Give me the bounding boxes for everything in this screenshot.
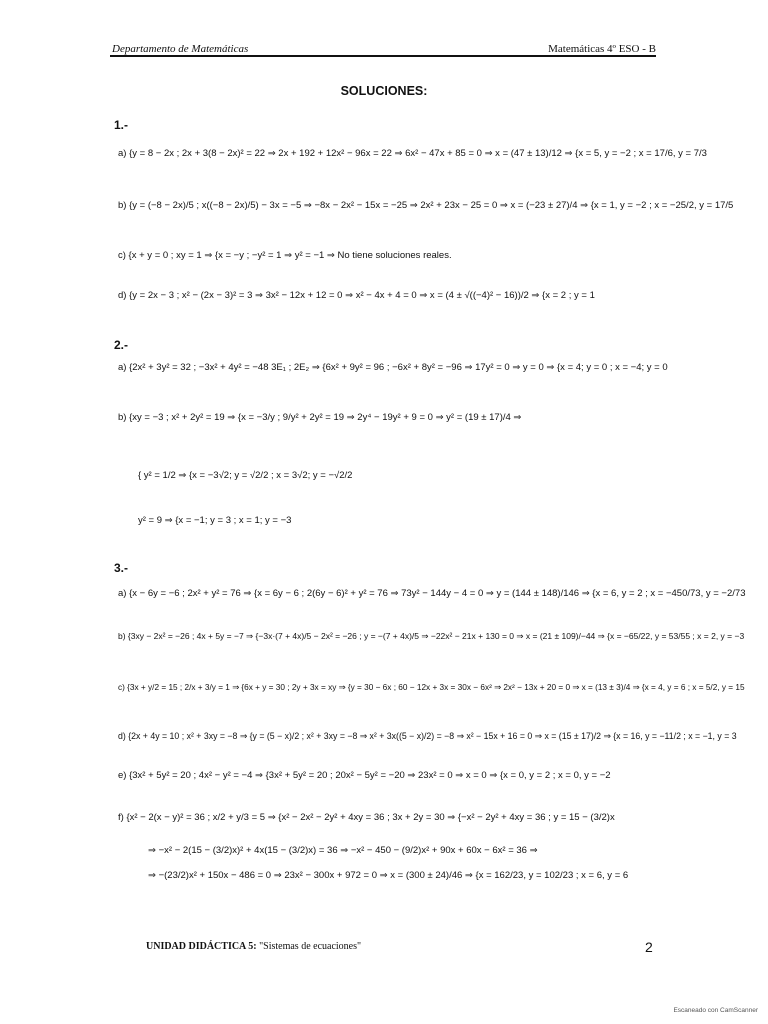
- section-1-label: 1.-: [114, 118, 129, 132]
- header-divider: [110, 55, 656, 57]
- equation-3a: a) {x − 6y = −6 ; 2x² + y² = 76 ⇒ {x = 6y − 6 ; 2(6y − 6)² + y² = 76 ⇒ 73y² − 144y − 4 = 0 ⇒ y = (144 ± 148)/146 ⇒ {x = 6, y = 2 ; x = −450/73, y = −2/73: [118, 588, 746, 599]
- page-title: SOLUCIONES:: [340, 84, 428, 98]
- equation-3d: d) {2x + 4y = 10 ; x² + 3xy = −8 ⇒ {y = (5 − x)/2 ; x² + 3xy = −8 ⇒ x² + 3x((5 − x)/2) = −8 ⇒ x² − 15x + 16 = 0 ⇒ x = (15 ± 17)/2 ⇒ {x = 16, y = −11/2 ; x = −1, y = 3: [118, 731, 737, 741]
- section-2-label: 2.-: [114, 338, 129, 352]
- equation-1d: d) {y = 2x − 3 ; x² − (2x − 3)² = 3 ⇒ 3x² − 12x + 12 = 0 ⇒ x² − 4x + 4 = 0 ⇒ x = (4 ± √((−4)² − 16))/2 ⇒ {x = 2 ; y = 1: [118, 290, 595, 301]
- page-number: 2: [645, 939, 653, 955]
- footer-unit-label: UNIDAD DIDÁCTICA 5:: [146, 941, 257, 952]
- equation-3e: e) {3x² + 5y² = 20 ; 4x² − y² = −4 ⇒ {3x² + 5y² = 20 ; 20x² − 5y² = −20 ⇒ 23x² = 0 ⇒ x = 0 ⇒ {x = 0, y = 2 ; x = 0, y = −2: [118, 770, 611, 781]
- equation-3c: c) {3x + y/2 = 15 ; 2/x + 3/y = 1 ⇒ {6x + y = 30 ; 2y + 3x = xy ⇒ {y = 30 − 6x ; 60 − 12x + 3x = 30x − 6x² ⇒ 2x² − 13x + 20 = 0 ⇒ x = (13 ± 3)/4 ⇒ {x = 4, y = 6 ; x = 5/2, y = 15: [118, 683, 745, 692]
- equation-2a: a) {2x² + 3y² = 32 ; −3x² + 4y² = −48 3E₁ ; 2E₂ ⇒ {6x² + 9y² = 96 ; −6x² + 8y² = −96 ⇒ 17y² = 0 ⇒ y = 0 ⇒ {x = 4; y = 0 ; x = −4; y = 0: [118, 362, 668, 373]
- scanner-watermark: Escaneado con CamScanner: [673, 1007, 758, 1014]
- equation-3f: f) {x² − 2(x − y)² = 36 ; x/2 + y/3 = 5 ⇒ {x² − 2x² − 2y² + 4xy = 36 ; 3x + 2y = 30 ⇒ {−x² − 2y² + 4xy = 36 ; y = 15 − (3/2)x: [118, 812, 615, 823]
- equation-1a: a) {y = 8 − 2x ; 2x + 3(8 − 2x)² = 22 ⇒ 2x + 192 + 12x² − 96x = 22 ⇒ 6x² − 47x + 85 = 0 ⇒ x = (47 ± 13)/12 ⇒ {x = 5, y = −2 ; x = 17/6, y = 7/3: [118, 148, 707, 159]
- equation-3f-step-3: ⇒ −(23/2)x² + 150x − 486 = 0 ⇒ 23x² − 300x + 972 = 0 ⇒ x = (300 ± 24)/46 ⇒ {x = 162/23, y = 102/23 ; x = 6, y = 6: [148, 870, 629, 881]
- equation-3b: b) {3xy − 2x² = −26 ; 4x + 5y = −7 ⇒ {−3x·(7 + 4x)/5 − 2x² = −26 ; y = −(7 + 4x)/5 ⇒ −22x² − 21x + 130 = 0 ⇒ x = (21 ± 109)/−44 ⇒ {x = −65/22, y = 53/55 ; x = 2, y = −3: [118, 631, 745, 641]
- header-course: Matemáticas 4º ESO - B: [548, 43, 656, 55]
- footer-unit: [146, 941, 361, 952]
- equation-3f-step-2: ⇒ −x² − 2(15 − (3/2)x)² + 4x(15 − (3/2)x) = 36 ⇒ −x² − 450 − (9/2)x² + 90x + 60x − 6x² = 36 ⇒: [148, 845, 538, 856]
- header-department: Departamento de Matemáticas: [112, 43, 249, 55]
- equation-2b: b) {xy = −3 ; x² + 2y² = 19 ⇒ {x = −3/y ; 9/y² + 2y² = 19 ⇒ 2y⁴ − 19y² + 9 = 0 ⇒ y² = (19 ± 17)/4 ⇒: [118, 412, 522, 423]
- equation-1b: b) {y = (−8 − 2x)/5 ; x((−8 − 2x)/5) − 3x = −5 ⇒ −8x − 2x² − 15x = −25 ⇒ 2x² + 23x − 25 = 0 ⇒ x = (−23 ± 27)/4 ⇒ {x = 1, y = −2 ; x = −25/2, y = 17/5: [118, 200, 734, 211]
- equation-1c: c) {x + y = 0 ; xy = 1 ⇒ {x = −y ; −y² = 1 ⇒ y² = −1 ⇒ No tiene soluciones reales.: [118, 250, 452, 261]
- equation-2b-case-1: { y² = 1/2 ⇒ {x = −3√2; y = √2/2 ; x = 3√2; y = −√2/2: [138, 470, 353, 481]
- footer-unit-title: "Sistemas de ecuaciones": [259, 941, 362, 952]
- section-3-label: 3.-: [114, 561, 129, 575]
- equation-2b-case-2: y² = 9 ⇒ {x = −1; y = 3 ; x = 1; y = −3: [138, 515, 292, 526]
